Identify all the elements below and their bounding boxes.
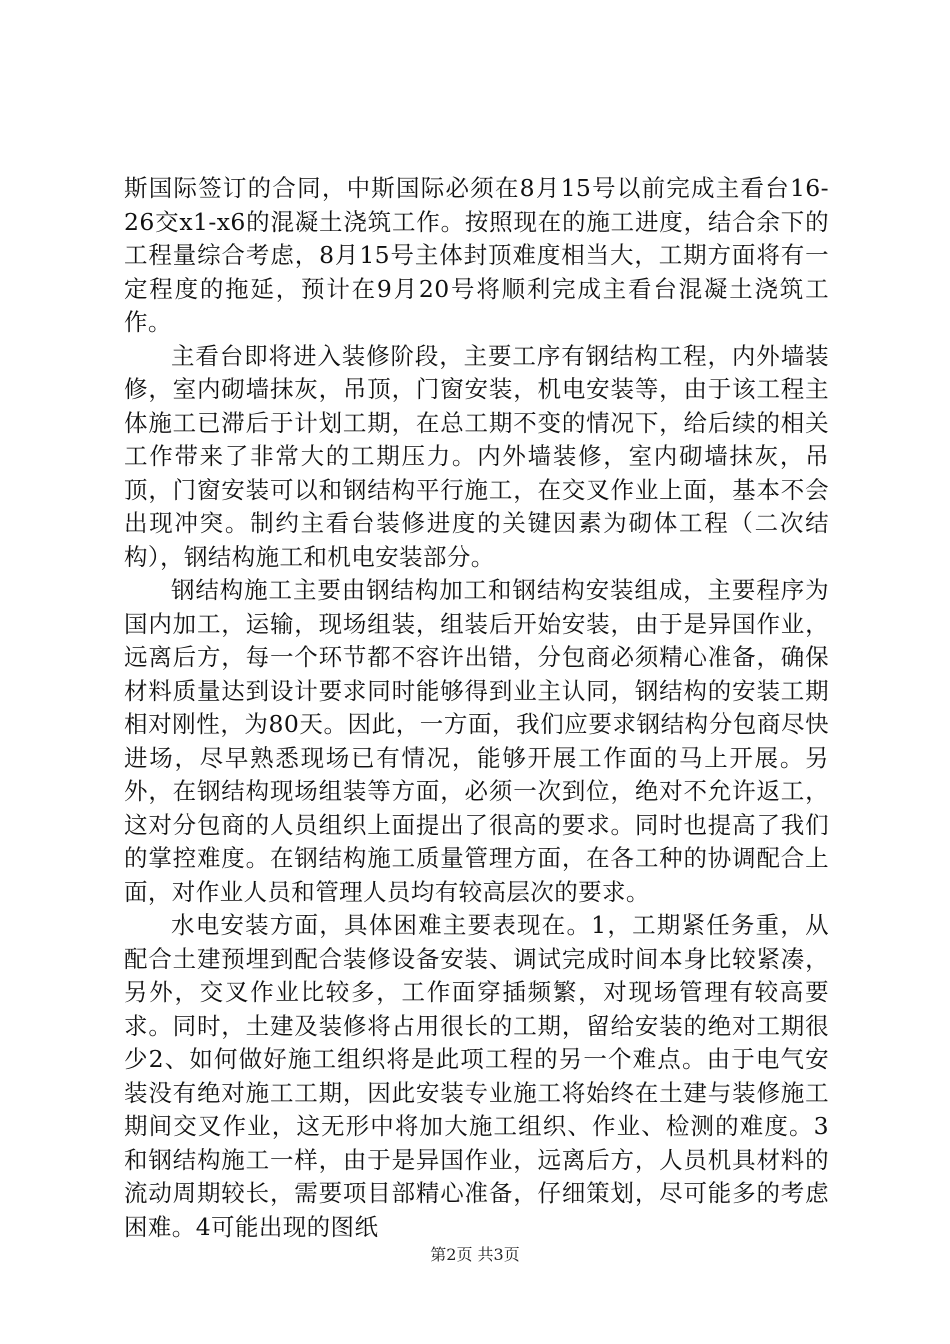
paragraph-contract-deadline: 斯国际签订的合同，中斯国际必须在8月15号以前完成主看台16-26交x1-x6的混凝土浇筑工作。按照现在的施工进度，结合余下的工程量综合考虑，8月15号主体封顶难度相当大，工期方面将有一定程度的拖延，预计在9月20号将顺利完成主看台混凝土浇筑工作。 xyxy=(124,174,829,336)
document-body xyxy=(124,172,829,1244)
paragraph-decoration-phase: 主看台即将进入装修阶段，主要工序有钢结构工程，内外墙装修，室内砌墙抹灰，吊顶，门窗安装，机电安装等，由于该工程主体施工已滞后于计划工期，在总工期不变的情况下，给后续的相关工作带来了非常大的工期压力。内外墙装修，室内砌墙抹灰，吊顶，门窗安装可以和钢结构平行施工，在交叉作业上面，基本不会出现冲突。制约主看台装修进度的关键因素为砌体工程（二次结构），钢结构施工和机电安装部分。 xyxy=(124,341,829,571)
page-footer: 第2页 共3页 xyxy=(430,1245,520,1264)
paragraph-steel-structure: 钢结构施工主要由钢结构加工和钢结构安装组成，主要程序为国内加工，运输，现场组装，组装后开始安装，由于是异国作业，远离后方，每一个环节都不容许出错，分包商必须精心准备，确保材料质量达到设计要求同时能够得到业主认同，钢结构的安装工期相对刚性，为80天。因此，一方面，我们应要求钢结构分包商尽快进场，尽早熟悉现场已有情况，能够开展工作面的马上开展。另外，在钢结构现场组装等方面，必须一次到位，绝对不允许返工，这对分包商的人员组织上面提出了很高的要求。同时也提高了我们的掌控难度。在钢结构施工质量管理方面，在各工种的协调配合上面，对作业人员和管理人员均有较高层次的要求。 xyxy=(124,576,829,906)
paragraph-mep-installation: 水电安装方面，具体困难主要表现在。1，工期紧任务重，从配合土建预埋到配合装修设备安装、调试完成时间本身比较紧凑，另外，交叉作业比较多，工作面穿插频繁，对现场管理有较高要求。同时，土建及装修将占用很长的工期，留给安装的绝对工期很少2、如何做好施工组织将是此项工程的另一个难点。由于电气安装没有绝对施工工期，因此安装专业施工将始终在土建与装修施工期间交叉作业，这无形中将加大施工组织、作业、检测的难度。3和钢结构施工一样，由于是异国作业，远离后方，人员机具材料的流动周期较长，需要项目部精心准备，仔细策划，尽可能多的考虑困难。4可能出现的图纸 xyxy=(124,911,829,1241)
